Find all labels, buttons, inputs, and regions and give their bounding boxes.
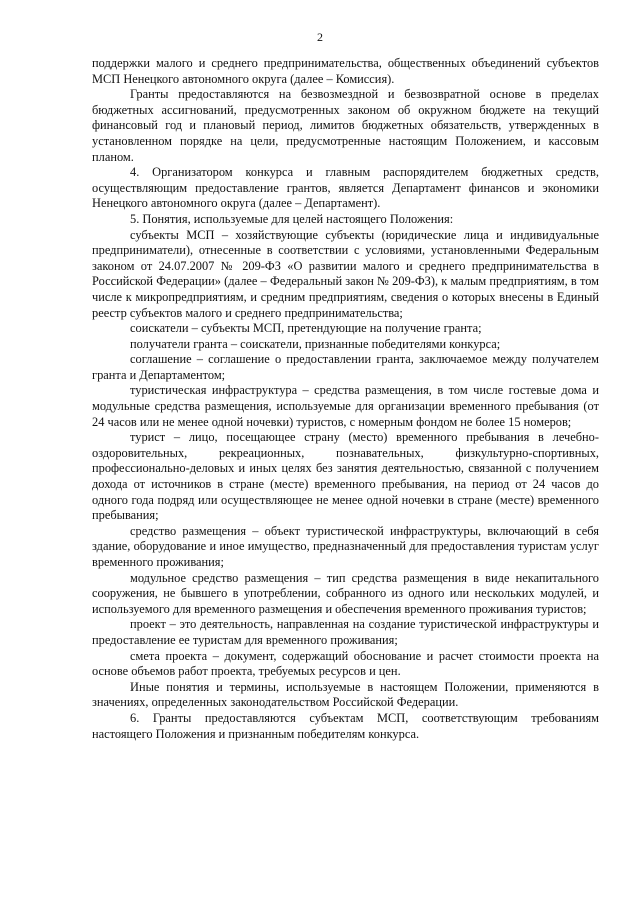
paragraph: получатели гранта – соискатели, признанные победителями конкурса; [130, 336, 501, 351]
paragraph: модульное средство размещения – тип средства размещения в виде некапитального сооружения, не бывшего в употреблении, собранного из одного или нескольких модулей, и используемого для временного размещения и обеспечения временного проживания туристов; [92, 570, 599, 616]
page-number: 2 [317, 30, 323, 44]
paragraph: 6. Гранты предоставляются субъектам МСП, соответствующим требованиям настоящего Положения и признанным победителям конкурса. [92, 710, 599, 741]
paragraph: соглашение – соглашение о предоставлении гранта, заключаемое между получателем гранта и Департаментом; [92, 352, 599, 382]
paragraph: средство размещения – объект туристической инфраструктуры, включающий в себя здание, оборудование и иное имущество, предназначенный для предоставления туристам услуг временного проживания; [92, 523, 599, 569]
paragraph: поддержки малого и среднего предпринимательства, общественных объединений субъектов МСП Ненецкого автономного округа (далее – Комиссия). [92, 56, 599, 86]
paragraph: субъекты МСП – хозяйствующие субъекты (юридические лица и индивидуальные предприниматели), отнесенные в соответствии с условиями, установленными Федеральным законом от 24.07.2007 № 209-ФЗ «О развитии малого и среднего предпринимательства в Российской Федерации» (далее – Федеральный закон № 209-ФЗ), к малым предприятиям, в том числе к микропредприятиям, и средним предприятиям, сведения о которых внесены в Единый реестр субъектов малого и среднего предпринимательства; [92, 227, 599, 320]
paragraph: Иные понятия и термины, используемые в настоящем Положении, применяются в значениях, определенных законодательством Российской Федерации. [92, 679, 599, 710]
paragraph: турист – лицо, посещающее страну (место) временного пребывания в лечебно-оздоровительных, рекреационных, познавательных, физкультурно-спортивных, профессионально-деловых и иных целях без занятия деятельностью, связанной с получением дохода от источников в стране (месте) временного пребывания, на период от 24 часов до одного года подряд или осуществляющее не менее одной ночевки в стране (месте) временного пребывания; [92, 430, 599, 523]
paragraph: смета проекта – документ, содержащий обоснование и расчет стоимости проекта на основе объемов работ проекта, требуемых ресурсов и цен. [92, 648, 599, 679]
paragraph: проект – это деятельность, направленная на создание туристической инфраструктуры и предоставление ее туристам для временного проживания; [92, 617, 599, 647]
paragraph: Гранты предоставляются на безвозмездной и безвозвратной основе в пределах бюджетных ассигнований, предусмотренных законом об окружном бюджете на текущий финансовый год и плановый период, лимитов бюджетных обязательств, утвержденных в установленном порядке на цели, предусмотренные настоящим Положением, и кассовым планом. [92, 87, 599, 164]
paragraph: туристическая инфраструктура – средства размещения, в том числе гостевые дома и модульные средства размещения, используемые для организации временного пребывания (от 24 часов или не менее одной ночевки) туристов, с номерным фондом не более 15 номеров; [92, 383, 599, 429]
document-body [92, 56, 599, 742]
paragraph: 5. Понятия, используемые для целей настоящего Положения: [130, 211, 454, 226]
paragraph: соискатели – субъекты МСП, претендующие на получение гранта; [130, 321, 482, 336]
paragraph: 4. Организатором конкурса и главным распорядителем бюджетных средств, осуществляющим предоставление грантов, является Департамент финансов и экономики Ненецкого автономного округа (далее – Департамент). [92, 165, 599, 211]
